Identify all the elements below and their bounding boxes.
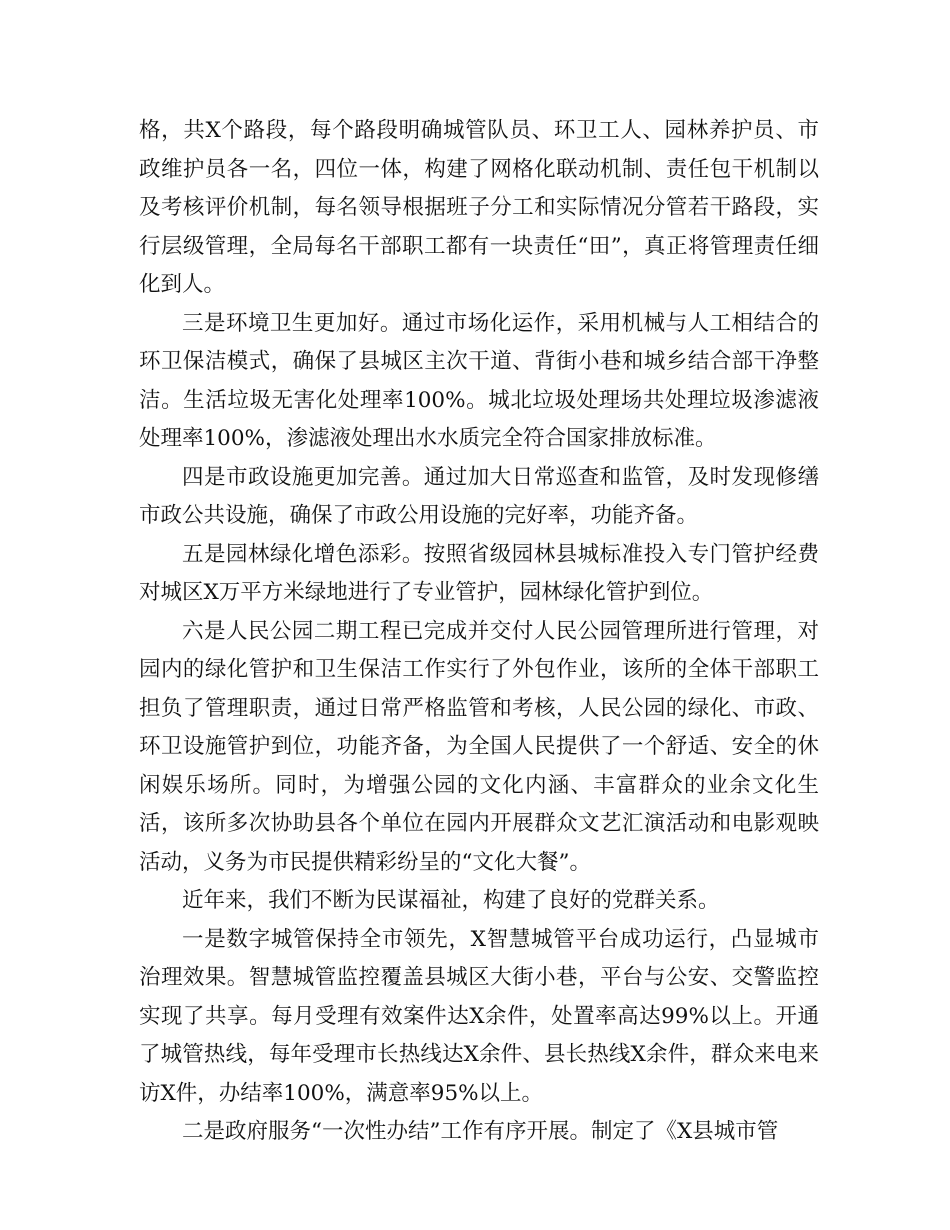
paragraph-digital-city-management: 一是数字城管保持全市领先，X智慧城管平台成功运行，凸显城市治理效果。智慧城管监控覆盖县城区大街小巷，平台与公安、交警监控实现了共享。每月受理有效案件达X余件，处置率高达99%以上。开通了城管热线，每年受理市长热线达X余件、县长热线X余件，群众来电来访X件，办结率100%，满意率95%以上。 (139, 926, 819, 1106)
paragraph-landscaping: 五是园林绿化增色添彩。按照省级园林县城标准投入专门管护经费对城区X万平方米绿地进行了专业管护，园林绿化管护到位。 (139, 541, 819, 605)
document-body (139, 112, 819, 1152)
paragraph-government-service: 二是政府服务“一次性办结”工作有序开展。制定了《X县城市管 (182, 1119, 779, 1144)
paragraph-sanitation: 三是环境卫生更加好。通过市场化运作，采用机械与人工相结合的环卫保洁模式，确保了县城区主次干道、背街小巷和城乡结合部干净整洁。生活垃圾无害化处理率100%。城北垃圾处理场共处理垃圾渗滤液处理率100%，渗滤液处理出水水质完全符合国家排放标准。 (139, 310, 819, 451)
paragraph-peoples-park: 六是人民公园二期工程已完成并交付人民公园管理所进行管理，对园内的绿化管护和卫生保洁工作实行了外包作业，该所的全体干部职工担负了管理职责，通过日常严格监管和考核，人民公园的绿化、市政、环卫设施管护到位，功能齐备，为全国人民提供了一个舒适、安全的休闲娱乐场所。同时，为增强公园的文化内涵、丰富群众的业余文化生活，该所多次协助县各个单位在园内开展群众文艺汇演活动和电影观映活动，义务为市民提供精彩纷呈的“文化大餐”。 (139, 618, 819, 875)
paragraph-grid-management: 格，共X个路段，每个路段明确城管队员、环卫工人、园林养护员、市政维护员各一名，四位一体，构建了网格化联动机制、责任包干机制以及考核评价机制，每名领导根据班子分工和实际情况分管若干路段，实行层级管理，全局每名干部职工都有一块责任“田”，真正将管理责任细化到人。 (139, 118, 819, 297)
paragraph-party-relations-intro: 近年来，我们不断为民谋福祉，构建了良好的党群关系。 (182, 888, 720, 913)
paragraph-municipal-facilities: 四是市政设施更加完善。通过加大日常巡查和监管，及时发现修缮市政公共设施，确保了市政公用设施的完好率，功能齐备。 (139, 464, 819, 528)
